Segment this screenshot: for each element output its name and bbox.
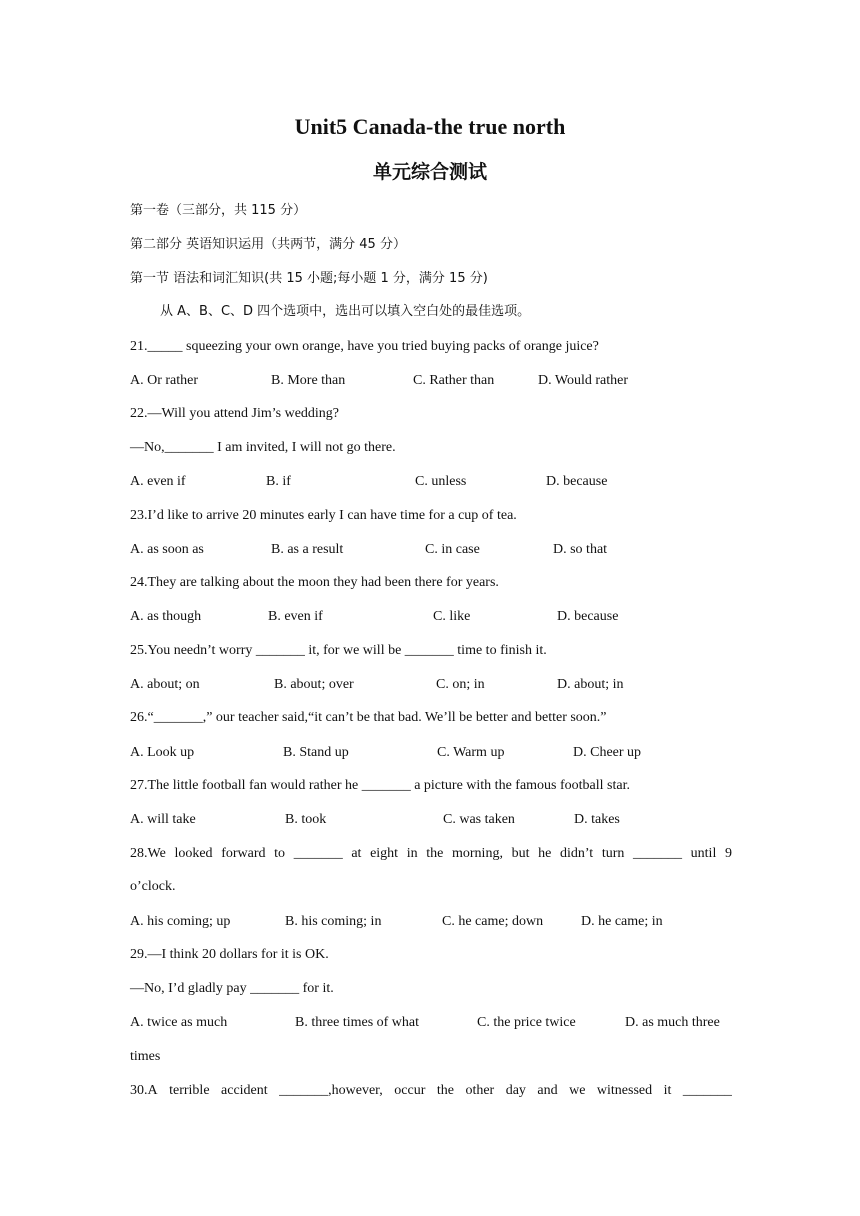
stem-word: the: [436, 1083, 454, 1098]
stem-word: at: [351, 846, 362, 861]
question-stem: 21._____ squeezing your own orange, have you tried buying packs of orange juice?: [130, 339, 599, 354]
option-c: C. like: [433, 609, 471, 624]
option-d: D. Would rather: [538, 373, 628, 388]
option-c: C. on; in: [436, 677, 485, 692]
option-d: D. so that: [553, 542, 608, 557]
question-stem: 26.“_______,” our teacher said,“it can’t be that bad. We’ll be better and better soon.”: [130, 710, 607, 725]
stem-word: _______: [682, 1083, 732, 1098]
stem-word: 28.We: [130, 846, 166, 861]
question-stem: 29.—I think 20 dollars for it is OK.: [130, 947, 329, 962]
question-stem: 25.You needn’t worry _______ it, for we will be _______ time to finish it.: [130, 643, 547, 658]
option-c: C. unless: [415, 474, 467, 489]
stem-word: turn: [601, 846, 625, 861]
option-c: C. he came; down: [442, 914, 544, 929]
option-d: D. because: [546, 474, 608, 489]
option-a: A. about; on: [130, 677, 200, 692]
instruction-text: 从 A、B、C、D 四个选项中，选出可以填入空白处的最佳选项。: [160, 304, 531, 319]
option-a: A. his coming; up: [130, 914, 231, 929]
question-stem: 27.The little football fan would rather he _______ a picture with the famous football star.: [130, 778, 630, 793]
option-d: D. about; in: [557, 677, 624, 692]
option-d: D. he came; in: [581, 914, 663, 929]
option-b: B. three times of what: [295, 1015, 420, 1030]
stem-word: _______,however,: [279, 1083, 383, 1098]
option-continued: times: [130, 1049, 161, 1064]
stem-word: morning,: [452, 846, 503, 861]
stem-word: 30.A: [130, 1083, 158, 1098]
stem-word: occur: [394, 1083, 426, 1098]
option-a: A. will take: [130, 812, 196, 827]
stem-word: he: [538, 846, 552, 861]
stem-word: looked: [174, 846, 213, 861]
stem-word: eight: [370, 846, 399, 861]
option-b: B. his coming; in: [285, 914, 382, 929]
option-a: A. as though: [130, 609, 202, 624]
question-stem: 23.I’d like to arrive 20 minutes early I can have time for a cup of tea.: [130, 508, 517, 523]
option-c: C. Rather than: [413, 373, 495, 388]
stem-word: forward: [221, 846, 266, 861]
section-heading: 第一节 语法和词汇知识(共 15 小题;每小题 1 分，满分 15 分): [130, 271, 488, 286]
question-stem-line2: —No,_______ I am invited, I will not go there.: [130, 440, 396, 455]
option-a: A. Or rather: [130, 373, 199, 388]
option-c: C. the price twice: [477, 1015, 576, 1030]
option-c: C. Warm up: [437, 745, 505, 760]
stem-word: until: [690, 846, 717, 861]
question-stem: [130, 844, 732, 864]
document-title: Unit5 Canada-the true north: [294, 114, 566, 139]
stem-word: the: [426, 846, 444, 861]
stem-word: it: [663, 1083, 672, 1098]
option-b: B. took: [285, 812, 327, 827]
stem-word: and: [537, 1083, 558, 1098]
stem-word: in: [406, 846, 418, 861]
question-stem-continued: o’clock.: [130, 879, 176, 894]
stem-word: witnessed: [596, 1083, 653, 1098]
option-b: B. Stand up: [283, 745, 349, 760]
volume-heading: 第一卷（三部分，共 115 分）: [130, 203, 307, 218]
option-a: A. as soon as: [130, 542, 204, 557]
part-heading: 第二部分 英语知识运用（共两节，满分 45 分）: [130, 237, 406, 252]
stem-word: we: [569, 1083, 586, 1098]
stem-word: day: [505, 1083, 526, 1098]
stem-word: 9: [724, 846, 732, 861]
option-a: A. twice as much: [130, 1015, 228, 1030]
stem-word: to: [274, 846, 286, 861]
option-d: D. Cheer up: [573, 745, 642, 760]
question-stem: 22.—Will you attend Jim’s wedding?: [130, 406, 340, 421]
stem-word: _______: [633, 846, 683, 861]
option-c: C. was taken: [443, 812, 515, 827]
option-a: A. even if: [130, 474, 186, 489]
stem-word: other: [465, 1083, 495, 1098]
option-d: D. takes: [574, 812, 620, 827]
question-stem-line2: —No, I’d gladly pay _______ for it.: [130, 981, 334, 996]
option-d: D. as much three: [625, 1015, 720, 1030]
stem-word: accident: [221, 1083, 268, 1098]
option-b: B. if: [266, 474, 291, 489]
option-b: B. about; over: [274, 677, 354, 692]
stem-word: _______: [293, 846, 343, 861]
option-c: C. in case: [425, 542, 480, 557]
option-b: B. as a result: [271, 542, 344, 557]
question-stem: 24.They are talking about the moon they had been there for years.: [130, 575, 499, 590]
stem-word: but: [511, 846, 530, 861]
stem-word: terrible: [169, 1083, 210, 1098]
option-b: B. even if: [268, 609, 323, 624]
question-stem: [130, 1081, 732, 1101]
option-d: D. because: [557, 609, 619, 624]
option-b: B. More than: [271, 373, 346, 388]
stem-word: didn’t: [559, 846, 594, 861]
document-subtitle: 单元综合测试: [372, 161, 487, 183]
option-a: A. Look up: [130, 745, 195, 760]
